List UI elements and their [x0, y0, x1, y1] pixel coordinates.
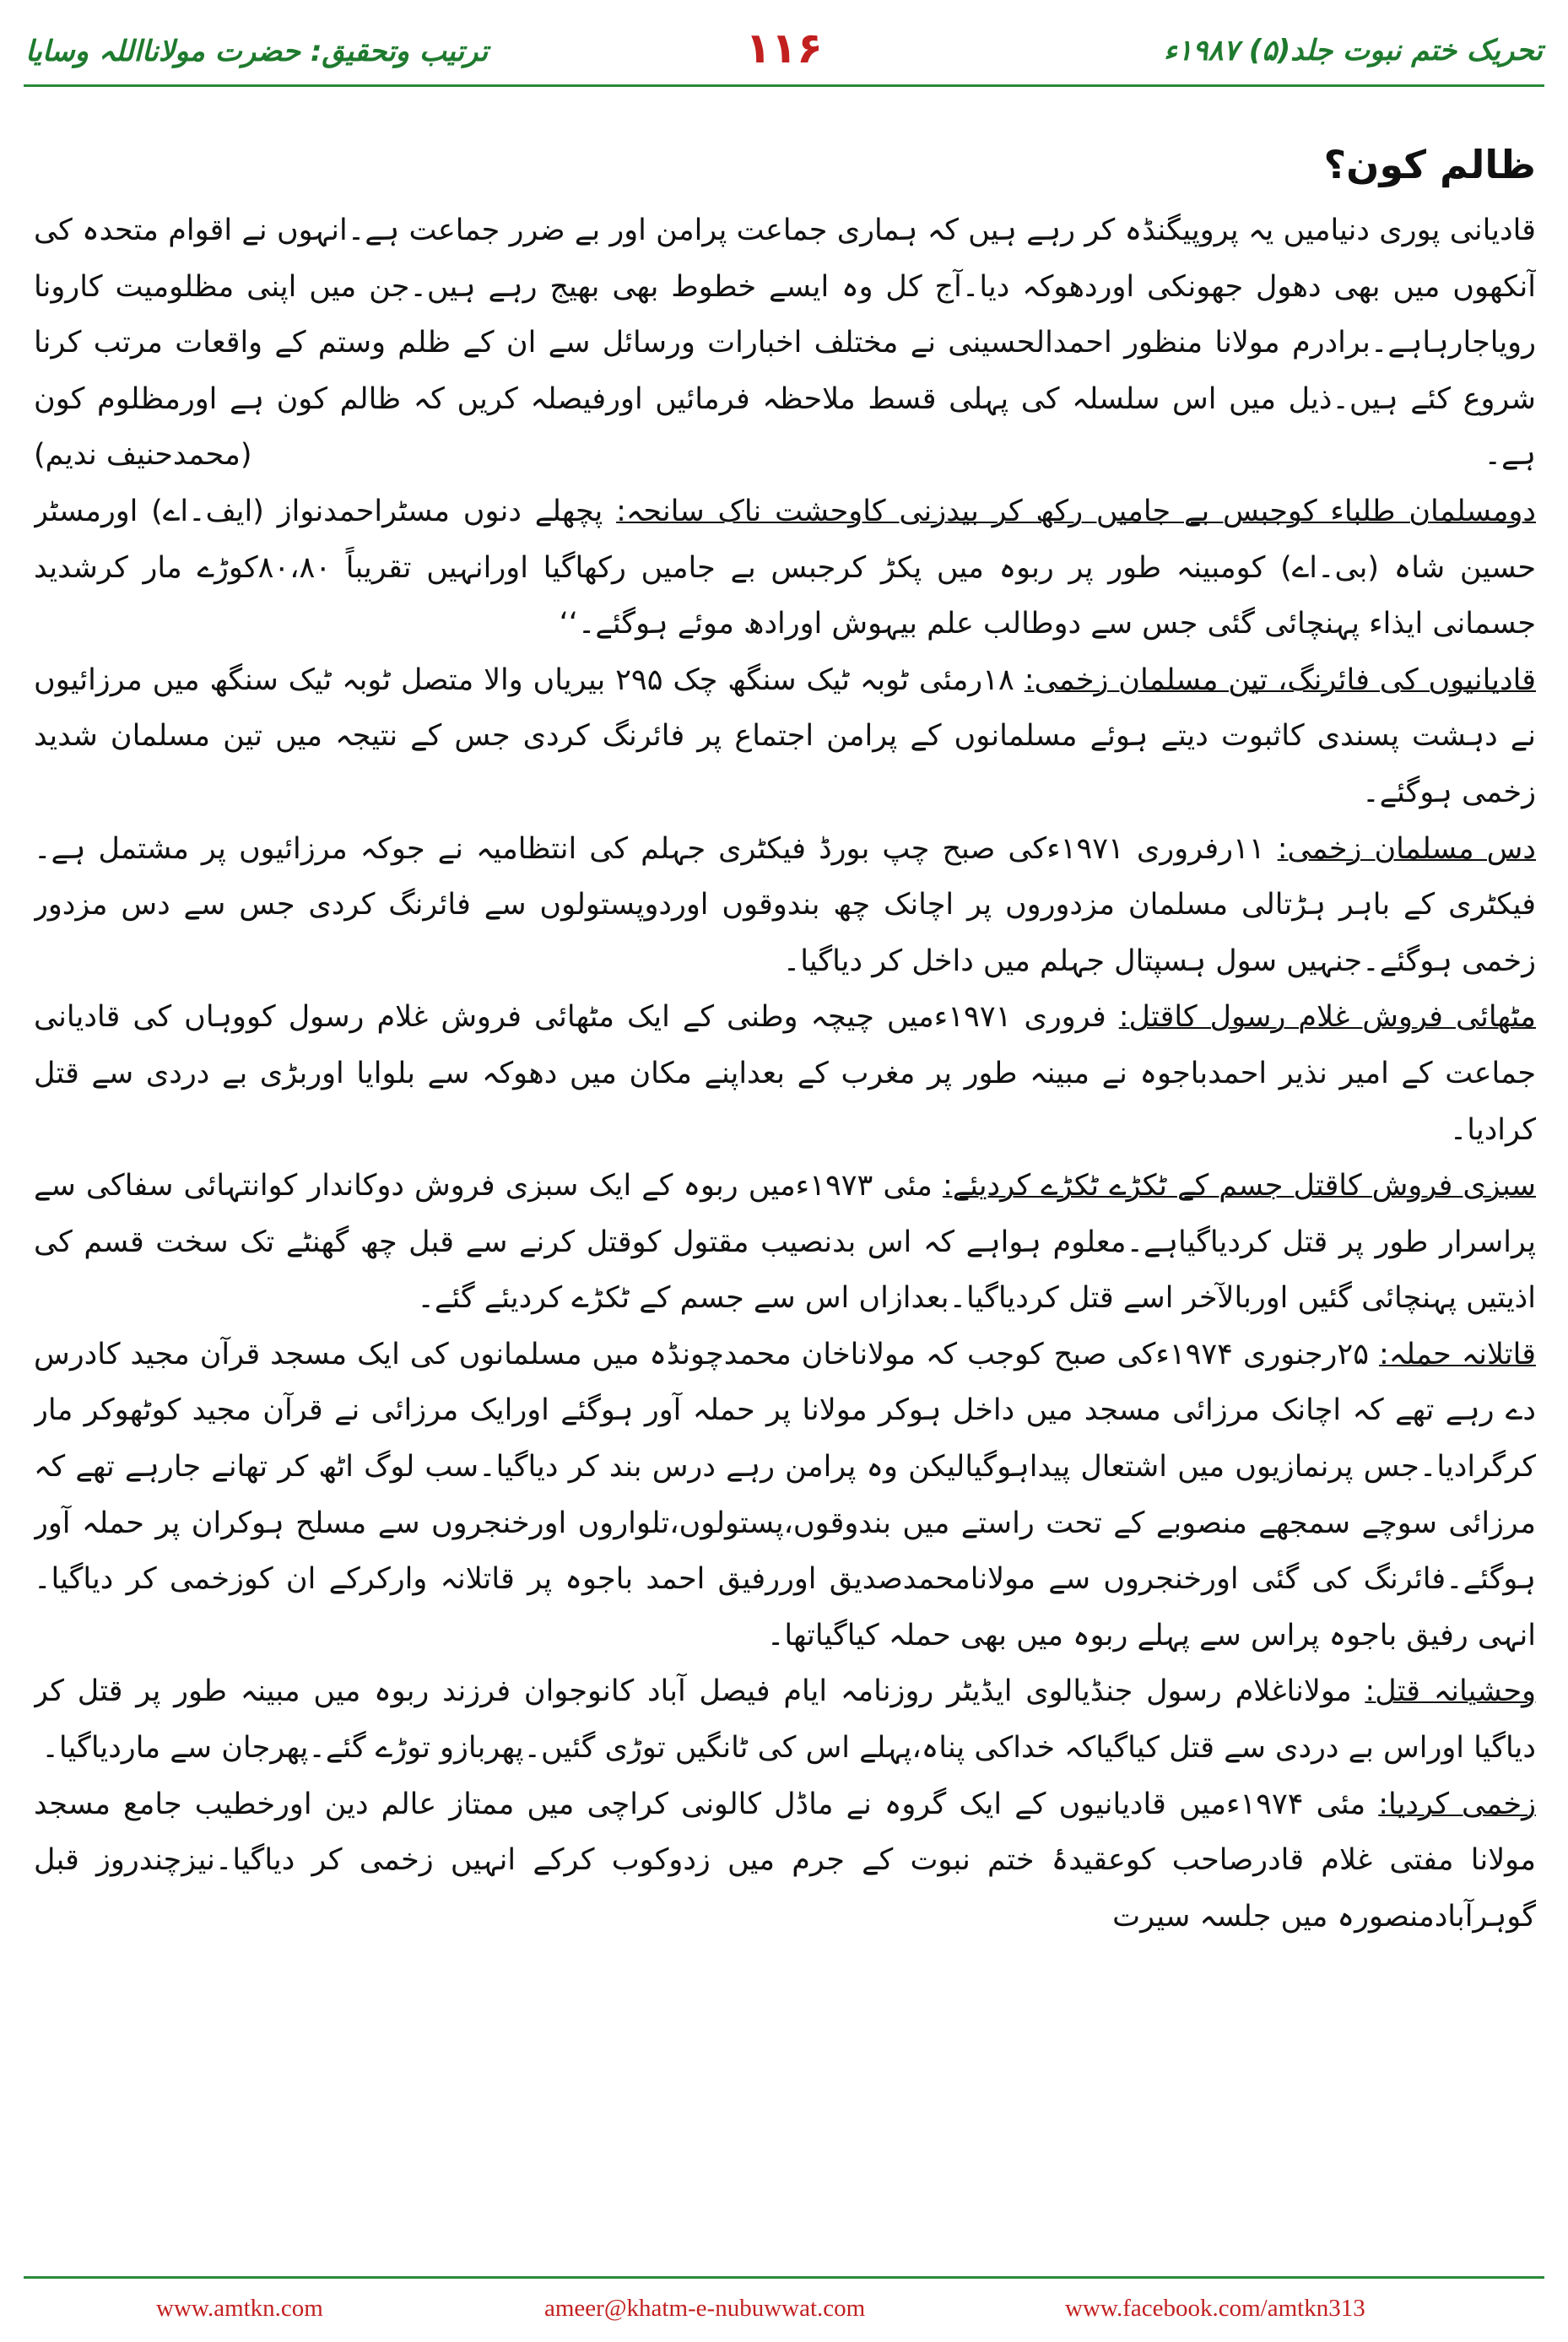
incident-heading: وحشیانہ قتل:: [1365, 1674, 1536, 1709]
incident-heading: قاتلانہ حملہ:: [1379, 1337, 1536, 1371]
facebook-link[interactable]: www.facebook.com/amtkn313: [1065, 2295, 1365, 2322]
footer-rule: [24, 2276, 1544, 2279]
paragraph-incident: [34, 1158, 1536, 1327]
website-link[interactable]: www.amtkn.com: [156, 2295, 323, 2322]
compiler-credit: ترتیب وتحقیق: حضرت مولانااللہ وسایا: [25, 35, 489, 68]
paragraph-text: فروری ۱۹۷۱ءمیں چیچہ وطنی کے ایک مٹھائی فروش غلام رسول کووہاں کی قادیانی جماعت کے امیر نذیر احمدباجوہ نے مبینہ طور پر مغرب کے بعداپنے مکان میں دھوکہ سے بلوایا اوربڑی بے دردی سے قتل کرادیا۔: [34, 1000, 1536, 1147]
incident-heading: قادیانیوں کی فائرنگ، تین مسلمان زخمی:: [1024, 663, 1536, 697]
paragraph-incident: [34, 989, 1536, 1158]
paragraph-text: مئی ۱۹۷۳ءمیں ربوہ کے ایک سبزی فروش دوکاندار کوانتہائی سفاکی سے پراسرار طور پر قتل کردیاگیاہے۔معلوم ہواہے کہ اس بدنصیب مقتول کوقتل کرنے سے قبل چھ گھنٹے تک سخت قسم کی اذیتیں پہنچائی گئیں اوربالآخر اسے قتل کردیاگیا۔بعدازاں اس سے جسم کے ٹکڑے کردیئے گئے۔: [34, 1169, 1536, 1316]
incident-heading: مٹھائی فروش غلام رسول کاقتل:: [1118, 1000, 1536, 1035]
email-link[interactable]: ameer@khatm-e-nubuwwat.com: [544, 2295, 866, 2322]
article-body: [34, 127, 1536, 2253]
paragraph-text: قادیانی پوری دنیامیں یہ پروپیگنڈہ کر رہے ہیں کہ ہماری جماعت پرامن اور بے ضرر جماعت ہے۔انہوں نے اقوام متحدہ کی آنکھوں میں بھی دھول جھونکی اوردھوکہ دیا۔آج کل وہ ایسے خطوط بھی بھیج رہے ہیں۔جن میں اپنی مظلومیت کارونا رویاجارہاہے۔برادرم مولانا منظور احمدالحسینی نے مختلف اخبارات ورسائل سے ان کے ظلم وستم کے واقعات مرتب کرنا شروع کئے ہیں۔ذیل میں اس سلسلہ کی پہلی قسط ملاحظہ فرمائیں اورفیصلہ کریں کہ ظالم کون ہے اورمظلوم کون ہے۔: [34, 214, 1536, 473]
paragraph-text: ۱۱رفروری ۱۹۷۱ءکی صبح چپ بورڈ فیکٹری جہلم کی انتظامیہ نے جوکہ مرزائیوں پر مشتمل ہے۔فیکٹری کے باہر ہڑتالی مسلمان مزدوروں پر اچانک چھ بندوقوں اوردوپستولوں سے فائرنگ کردی جس سے دس مزدور زخمی ہوگئے۔جنہیں سول ہسپتال جہلم میں داخل کر دیاگیا۔: [34, 831, 1536, 978]
paragraph-incident: [34, 652, 1536, 821]
paragraph-text: پچھلے دنوں مسٹراحمدنواز (ایف۔اے) اورمسٹر حسین شاہ (بی۔اے) کومبینہ طور پر ربوہ میں پکڑ کرجبس بے جامیں رکھاگیا اورانہیں تقریباً ۸۰،۸۰کوڑے مار کرشدید جسمانی ایذاء پہنچائی گئی جس سے دوطالب علم بیہوش اورادھ موئے ہوگئے۔‘‘: [34, 494, 1536, 641]
page-number: ۱۱۶: [745, 24, 823, 73]
paragraph-text: ۱۸رمئی ٹوبہ ٹیک سنگھ چک ۲۹۵ بیریاں والا متصل ٹوبہ ٹیک سنگھ میں مرزائیوں نے دہشت پسندی کاثبوت دیتے ہوئے مسلمانوں کے پرامن اجتماع پر فائرنگ کردی جس کے نتیجہ میں تین مسلمان شدید زخمی ہوگئے۔: [34, 663, 1536, 809]
page-header: [0, 0, 1568, 93]
incident-heading: دومسلمان طلباء کوجبس بے جامیں رکھ کر بیدزنی کاوحشت ناک سانحہ:: [616, 494, 1536, 528]
paragraph-incident: [34, 1327, 1536, 1664]
paragraph-intro: [34, 203, 1536, 484]
paragraph-incident: [34, 484, 1536, 652]
paragraph-text: ۲۵رجنوری ۱۹۷۴ءکی صبح کوجب کہ مولاناخان محمدچونڈہ میں مسلمانوں کی ایک مسجد قرآن مجید کادرس دے رہے تھے کہ اچانک مرزائی مسجد میں داخل ہوکر مولانا پر حملہ آور ہوگئے اورایک مرزائی نے قرآن مجید کوٹھوکر مار کرگرادیا۔جس پرنمازیوں میں اشتعال پیداہوگیالیکن وہ پرامن رہے درس بند کر دیاگیا۔سب لوگ اٹھ کر تھانے جارہے تھے کہ مرزائی سوچے سمجھے منصوبے کے تحت راستے میں بندوقوں،پستولوں،تلواروں اورخنجروں سے مسلح ہوکران پر حملہ آور ہوگئے۔فائرنگ کی گئی اورخنجروں سے مولانامحمدصدیق اوررفیق احمد باجوہ پر قاتلانہ وارکرکے ان کوزخمی کر دیاگیا۔انہی رفیق باجوہ پراس سے پہلے ربوہ میں بھی حملہ کیاگیاتھا۔: [34, 1337, 1536, 1652]
article-title: ظالم کون؟: [1323, 142, 1536, 187]
paragraph-incident: [34, 1777, 1536, 1945]
paragraph-incident: [34, 1663, 1536, 1776]
incident-heading: سبزی فروش کاقتل جسم کے ٹکڑے ٹکڑے کردیئے:: [942, 1169, 1536, 1203]
book-title: تحریک ختم نبوت جلد(۵) ۱۹۸۷ء: [1163, 34, 1543, 68]
incident-heading: زخمی کردیا:: [1378, 1787, 1536, 1821]
author-signature: (محمدحنیف ندیم): [34, 438, 252, 473]
page-footer: [0, 2276, 1568, 2342]
paragraph-text: مولاناغلام رسول جنڈیالوی ایڈیٹر روزنامہ ایام فیصل آباد کانوجوان فرزند ربوہ میں مبینہ طور پر قتل کر دیاگیا اوراس بے دردی سے قتل کیاگیاکہ خداکی پناہ،پہلے اس کی ٹانگیں توڑی گئیں۔پھربازو توڑے گئے۔پھرجان سے ماردیاگیا۔: [34, 1674, 1536, 1766]
header-rule: [24, 84, 1544, 87]
paragraph-text: مئی ۱۹۷۴ءمیں قادیانیوں کے ایک گروہ نے ماڈل کالونی کراچی میں ممتاز عالم دین اورخطیب جامع مسجد مولانا مفتی غلام قادرصاحب کوعقیدۂ ختم نبوت کے جرم میں زدوکوب کرکے انہیں زخمی کر دیاگیا۔نیزچندروز قبل گوہرآبادمنصورہ میں جلسہ سیرت: [34, 1787, 1536, 1934]
incident-heading: دس مسلمان زخمی:: [1277, 831, 1536, 866]
paragraph-incident: [34, 821, 1536, 990]
